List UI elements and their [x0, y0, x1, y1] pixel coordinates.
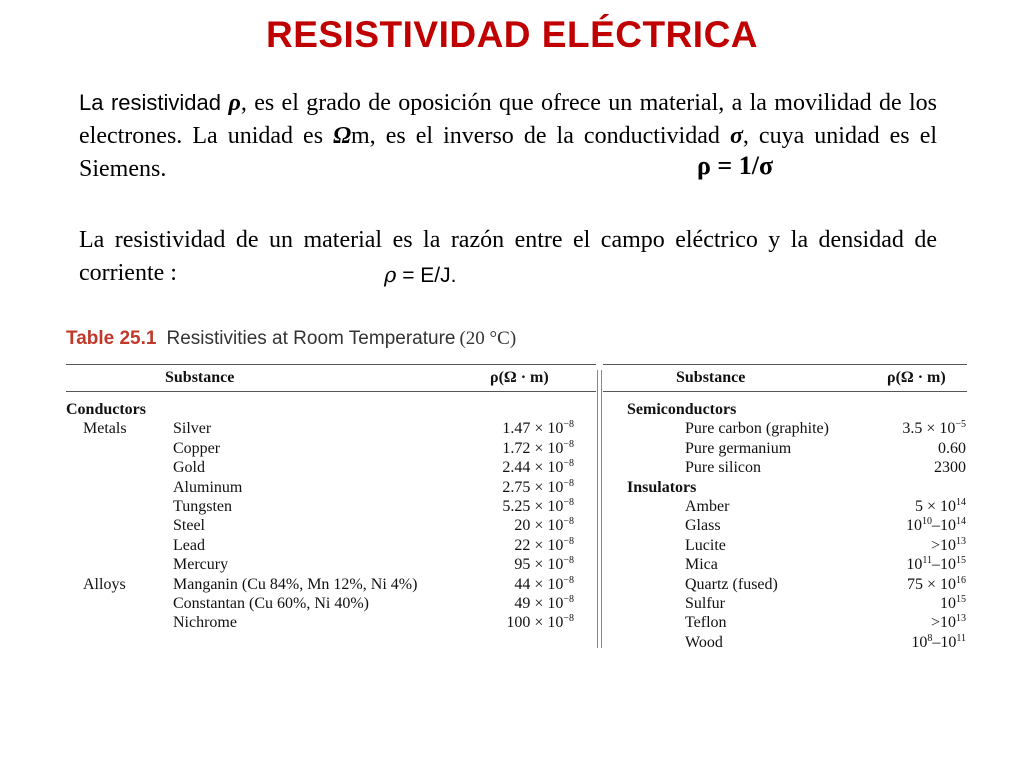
substance-name: Copper	[173, 439, 221, 457]
substance-name: Wood	[685, 633, 723, 651]
resistivity-value: $1.72 \times 10^{-8}$	[502, 438, 574, 457]
exponent: 13	[956, 613, 966, 625]
resistivity-value: 0.60	[938, 439, 966, 457]
group-label: Conductors	[66, 401, 147, 418]
exponent: 11	[956, 632, 966, 644]
substance-name: Pure germanium	[685, 439, 792, 457]
resistivity-value: $20 \times 10^{-8}$	[514, 516, 574, 535]
resistivity-value: $1.47 \times 10^{-8}$	[502, 419, 574, 438]
substance-name: Sulfur	[685, 595, 725, 612]
exponent: 14	[956, 497, 966, 508]
ratio-paragraph: La resistividad de un material es la razón entre el campo eléctrico y la densidad de corriente :	[79, 227, 937, 286]
resistivity-value: $44 \times 10^{-8}$	[514, 574, 574, 593]
resistivity-value: $3.5 \times 10^{-5}$	[902, 419, 966, 438]
resistivity-value: 2300	[934, 459, 966, 477]
table-top-rule-right	[603, 364, 967, 365]
exponent: 16	[956, 574, 966, 586]
header-bottom-rule-right	[603, 391, 967, 392]
table-caption: Resistivities at Room Temperature	[166, 328, 456, 349]
column-divider-b	[601, 370, 602, 648]
exponent: 8	[927, 632, 933, 644]
substance-name: Mica	[685, 556, 718, 574]
resistivity-value: $10^8-10^{11}$	[911, 632, 966, 651]
substance-name: Pure carbon (graphite)	[685, 420, 829, 438]
group-label: Semiconductors	[627, 401, 737, 418]
table-label: Table 25.1	[66, 328, 157, 349]
substance-name: Constantan (Cu 60%, Ni 40%)	[173, 595, 369, 612]
table-heading	[66, 328, 516, 350]
substance-name: Glass	[685, 517, 721, 535]
table-temperature: (20 °C)	[459, 328, 517, 349]
resistivity-value: $5 \times 10^{14}$	[914, 497, 966, 515]
exponent: 10	[922, 516, 932, 528]
exponent: 15	[956, 555, 966, 567]
inverse-formula: ρ = 1/σ	[697, 151, 774, 180]
ratio-formula	[384, 263, 456, 288]
exponent: −8	[563, 419, 574, 431]
exponent: −8	[563, 458, 574, 470]
exponent: −5	[955, 419, 966, 431]
exponent: −8	[563, 516, 574, 528]
resistivity-value: $22 \times 10^{-8}$	[514, 535, 574, 554]
substance-name: Tungsten	[173, 498, 232, 515]
page-title: RESISTIVIDAD ELÉCTRICA	[265, 14, 759, 55]
substance-name: Lucite	[685, 536, 726, 554]
intro-text: La resistividad	[79, 90, 229, 115]
substance-name: Lead	[173, 536, 205, 554]
exponent: 14	[956, 516, 966, 528]
header-bottom-rule-left	[66, 391, 596, 392]
resistivity-value: $95 \times 10^{-8}$	[514, 555, 574, 574]
resistivity-value: $2.44 \times 10^{-8}$	[502, 458, 574, 477]
substance-name: Gold	[173, 459, 205, 477]
resistivity-value: $>10^{13}$	[930, 535, 966, 554]
resistivity-value: $10^{15}$	[940, 594, 966, 612]
substance-name: Silver	[173, 420, 212, 438]
exponent: −8	[563, 594, 574, 605]
resistivity-value: $5.25 \times 10^{-8}$	[502, 497, 574, 515]
exponent: 13	[956, 535, 966, 547]
ratio-formula-rho: ρ	[384, 263, 397, 287]
group-label: Insulators	[627, 478, 697, 496]
subgroup-label: Metals	[83, 420, 127, 438]
resistivity-value: $100 \times 10^{-8}$	[506, 613, 574, 632]
exponent: −8	[563, 555, 574, 567]
resistivity-value: $10^{10}-10^{14}$	[906, 516, 966, 535]
definition-text-a: , es el grado de oposición que ofrece un material, a la movilidad de los electrones. La unidad es	[79, 90, 937, 149]
substance-name: Mercury	[173, 556, 229, 574]
definition-paragraph	[79, 86, 937, 186]
omega-symbol: Ω	[333, 123, 352, 149]
definition-text-c: , cuya unidad es el Siemens.	[79, 123, 938, 182]
resistivity-value: $75 \times 10^{16}$	[906, 574, 966, 593]
substance-name: Aluminum	[173, 478, 243, 496]
substance-name: Amber	[685, 498, 730, 515]
substance-name: Nichrome	[173, 614, 237, 632]
exponent: −8	[563, 497, 574, 508]
exponent: −8	[563, 477, 574, 489]
right-substance-header: Substance	[676, 369, 746, 386]
substance-name: Pure silicon	[685, 459, 761, 477]
column-divider-a	[597, 370, 598, 648]
right-rho-header: ρ(Ω · m)	[887, 369, 946, 386]
left-substance-header: Substance	[165, 369, 235, 386]
left-rho-header: ρ(Ω · m)	[490, 369, 549, 386]
exponent: −8	[563, 438, 574, 450]
table-top-rule-left	[66, 364, 596, 365]
exponent: −8	[563, 613, 574, 625]
rho-symbol: ρ	[228, 90, 241, 116]
resistivity-value: $>10^{13}$	[930, 613, 966, 632]
resistivity-value: $10^{11}-10^{15}$	[906, 555, 966, 574]
substance-name: Quartz (fused)	[685, 575, 778, 593]
substance-name: Manganin (Cu 84%, Mn 12%, Ni 4%)	[173, 575, 418, 593]
exponent: 11	[922, 555, 932, 567]
definition-text-b: m, es el inverso de la conductividad	[351, 123, 730, 149]
sigma-symbol: σ	[729, 123, 743, 149]
substance-name: Teflon	[685, 614, 727, 632]
resistivity-value: $2.75 \times 10^{-8}$	[502, 477, 574, 496]
subgroup-label: Alloys	[83, 575, 126, 593]
exponent: −8	[563, 535, 574, 547]
exponent: −8	[563, 574, 574, 586]
resistivity-value: $49 \times 10^{-8}$	[514, 594, 574, 612]
substance-name: Steel	[173, 517, 205, 535]
ratio-formula-rest: = E/J.	[396, 264, 457, 287]
exponent: 15	[956, 594, 966, 605]
